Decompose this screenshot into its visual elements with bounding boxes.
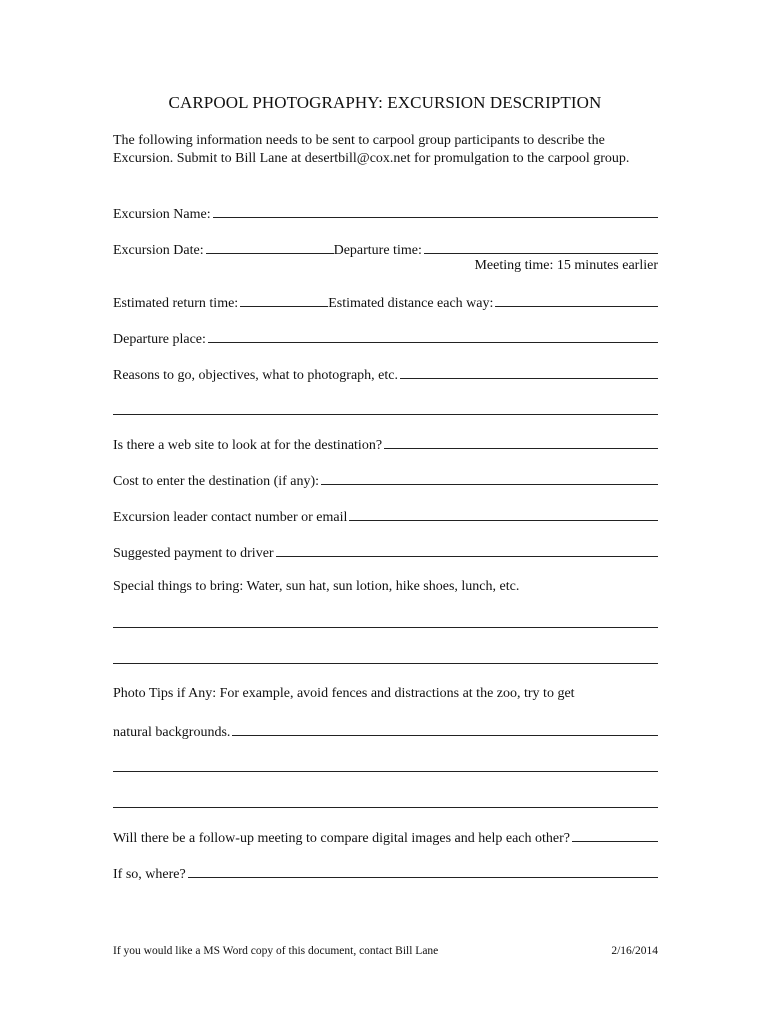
reasons-extra-line[interactable] [113, 414, 658, 415]
reasons-label: Reasons to go, objectives, what to photograph, etc. [113, 368, 398, 383]
photo-tips-continued-label: natural backgrounds. [113, 725, 231, 740]
payment-label: Suggested payment to driver [113, 546, 274, 561]
estimated-return-field[interactable] [240, 292, 328, 307]
excursion-name-label: Excursion Name: [113, 207, 211, 222]
estimated-distance-field[interactable] [495, 292, 658, 307]
document-title: CARPOOL PHOTOGRAPHY: EXCURSION DESCRIPTION [168, 93, 602, 112]
departure-place-field[interactable] [208, 328, 658, 343]
photo-tips-row [113, 721, 658, 742]
special-things-line-1[interactable] [113, 627, 658, 628]
excursion-name-field[interactable] [213, 203, 658, 218]
web-site-row [113, 434, 658, 455]
photo-tips-field[interactable] [232, 721, 658, 736]
photo-tips-line-2[interactable] [113, 771, 658, 772]
excursion-date-label: Excursion Date: [113, 243, 204, 258]
cost-field[interactable] [321, 470, 658, 485]
leader-contact-row [113, 506, 658, 527]
meeting-time-note: Meeting time: 15 minutes earlier [474, 258, 658, 273]
departure-place-row [113, 328, 658, 349]
estimated-distance-label: Estimated distance each way: [328, 296, 494, 311]
if-so-where-field[interactable] [188, 863, 658, 878]
if-so-where-label: If so, where? [113, 867, 186, 882]
follow-up-label: Will there be a follow-up meeting to compare digital images and help each other? [113, 831, 570, 846]
departure-place-label: Departure place: [113, 332, 206, 347]
excursion-name-row [113, 203, 658, 224]
special-things-line-2[interactable] [113, 663, 658, 664]
cost-row [113, 470, 658, 491]
special-things-label: Special things to bring: Water, sun hat, sun lotion, hike shoes, lunch, etc. [113, 579, 520, 594]
web-site-label: Is there a web site to look at for the destination? [113, 438, 383, 453]
departure-time-label: Departure time: [333, 243, 422, 258]
follow-up-field[interactable] [572, 827, 658, 842]
if-so-where-row [113, 863, 658, 884]
reasons-row [113, 364, 658, 385]
photo-tips-label: Photo Tips if Any: For example, avoid fences and distractions at the zoo, try to get [113, 686, 575, 701]
cost-label: Cost to enter the destination (if any): [113, 474, 320, 489]
footer-date: 2/16/2014 [611, 945, 658, 957]
footer-note: If you would like a MS Word copy of this document, contact Bill Lane [113, 945, 439, 957]
web-site-field[interactable] [384, 434, 658, 449]
leader-contact-field[interactable] [349, 506, 658, 521]
intro-paragraph: The following information needs to be sent to carpool group participants to describe the Excursion. Submit to Bill Lane at desertbill@cox.net for promulgation to the carpool group. [113, 133, 630, 166]
estimated-return-row [113, 292, 658, 313]
follow-up-row [113, 827, 658, 848]
payment-field[interactable] [276, 542, 658, 557]
payment-row [113, 542, 658, 563]
excursion-date-field[interactable] [206, 239, 334, 254]
reasons-field[interactable] [400, 364, 658, 379]
page-footer [113, 944, 658, 958]
leader-contact-label: Excursion leader contact number or email [113, 510, 348, 525]
departure-time-field[interactable] [424, 239, 658, 254]
photo-tips-line-3[interactable] [113, 807, 658, 808]
estimated-return-label: Estimated return time: [113, 296, 239, 311]
